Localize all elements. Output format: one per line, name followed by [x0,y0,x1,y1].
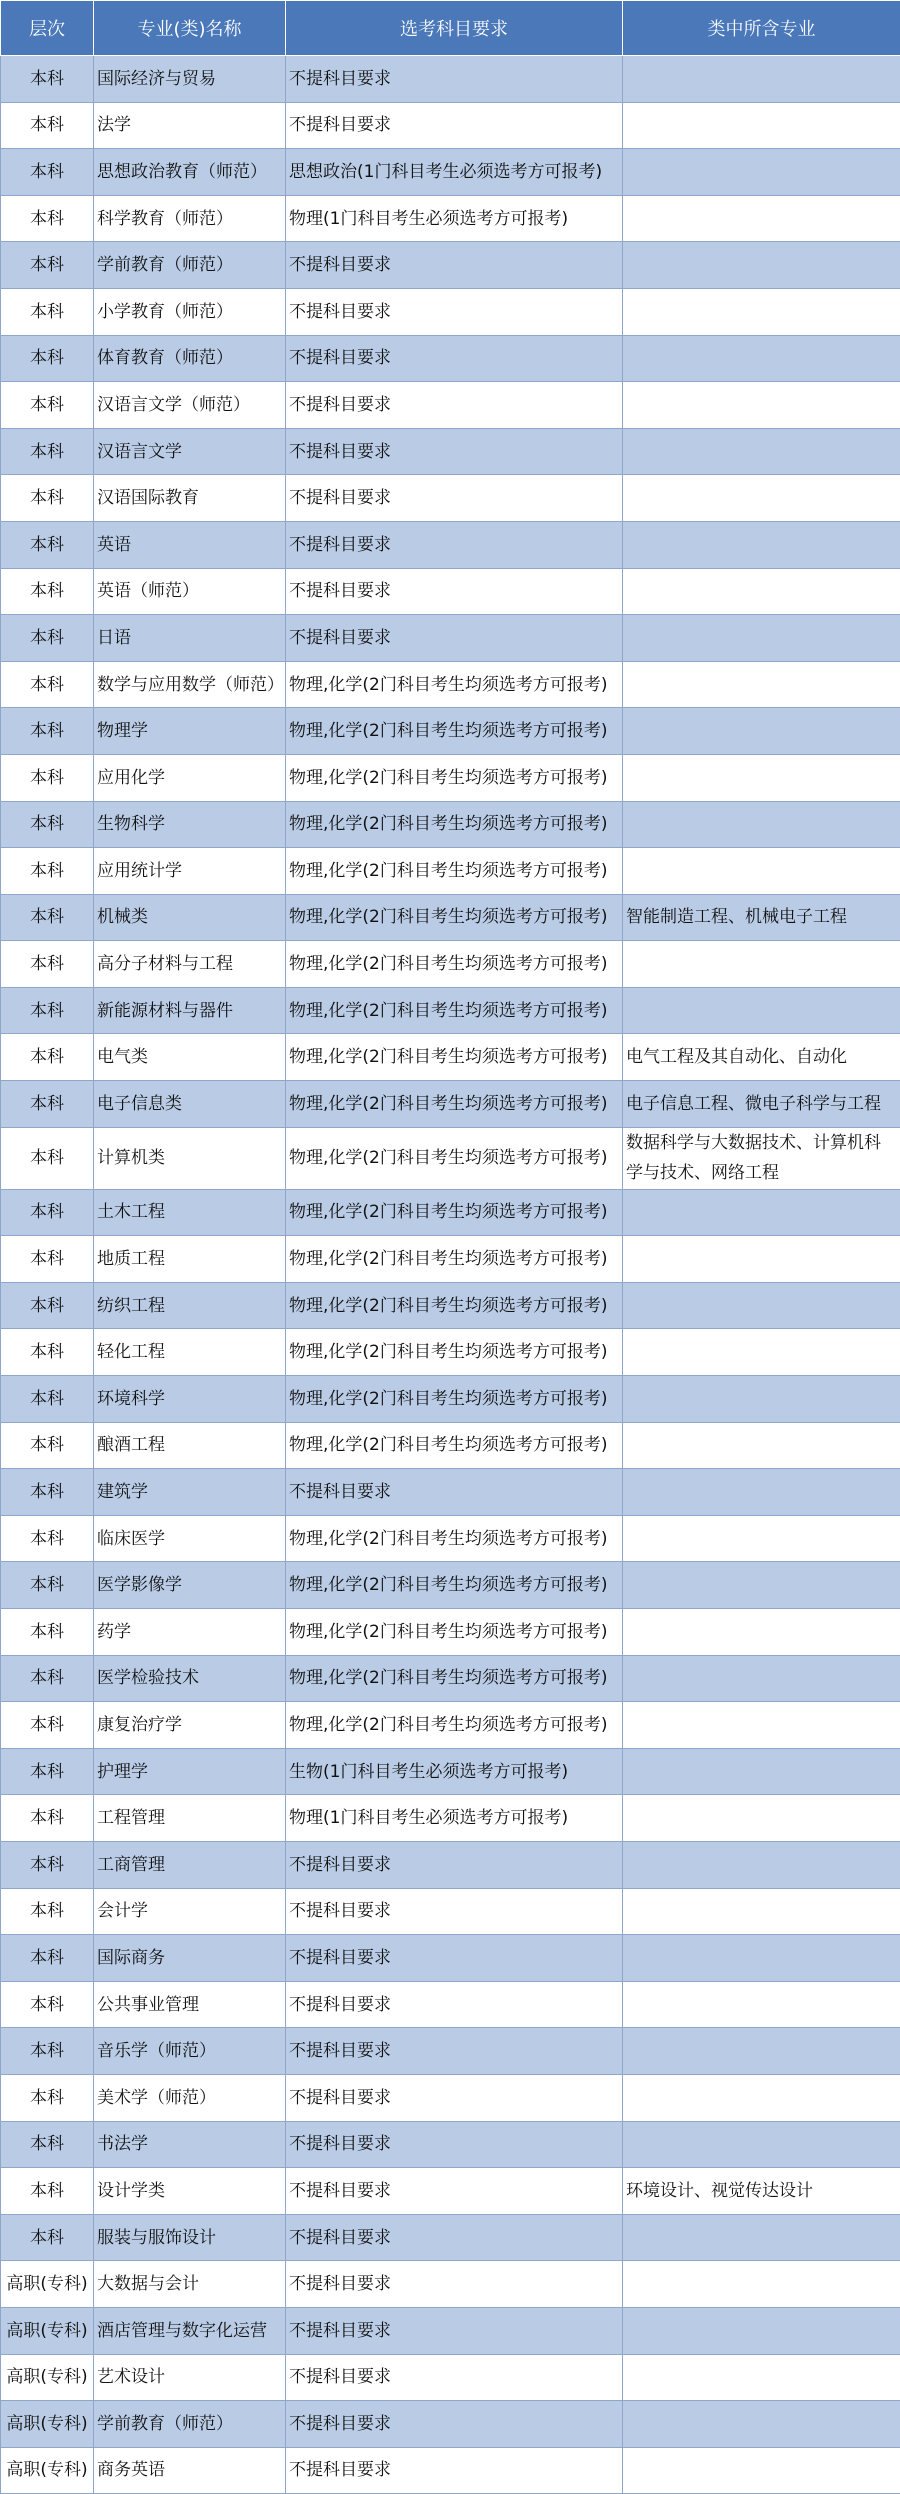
table-row [1,1189,900,1236]
cell-included-majors [623,2261,900,2308]
table-row [1,568,900,615]
cell-included-majors [623,2447,900,2494]
cell-level: 本科 [1,1702,94,1749]
cell-major-name: 小学教育（师范） [94,288,286,335]
cell-subject-requirement: 物理,化学(2门科目考生均须选考方可报考) [286,1034,623,1081]
cell-included-majors [623,2074,900,2121]
cell-included-majors [623,102,900,149]
table-row [1,288,900,335]
table-row [1,1376,900,1423]
cell-included-majors [623,1189,900,1236]
cell-level: 本科 [1,2168,94,2215]
cell-level: 高职(专科) [1,2354,94,2401]
cell-major-name: 纺织工程 [94,1282,286,1329]
cell-included-majors [623,335,900,382]
cell-level: 高职(专科) [1,2447,94,2494]
table-row [1,848,900,895]
table-row [1,335,900,382]
cell-included-majors [623,242,900,289]
cell-major-name: 汉语言文学 [94,428,286,475]
cell-major-name: 公共事业管理 [94,1981,286,2028]
cell-major-name: 轻化工程 [94,1329,286,1376]
cell-included-majors [623,475,900,522]
cell-subject-requirement: 不提科目要求 [286,1841,623,1888]
cell-level: 本科 [1,1081,94,1128]
table-row [1,1081,900,1128]
cell-included-majors [623,1841,900,1888]
cell-included-majors [623,56,900,103]
cell-included-majors [623,1282,900,1329]
cell-major-name: 汉语国际教育 [94,475,286,522]
table-row [1,2354,900,2401]
cell-level: 本科 [1,1795,94,1842]
table-row [1,2214,900,2261]
cell-level: 本科 [1,242,94,289]
cell-level: 本科 [1,521,94,568]
table-row [1,1655,900,1702]
cell-major-name: 土木工程 [94,1189,286,1236]
cell-included-majors [623,801,900,848]
cell-subject-requirement: 不提科目要求 [286,242,623,289]
cell-subject-requirement: 物理,化学(2门科目考生均须选考方可报考) [286,661,623,708]
cell-level: 本科 [1,1376,94,1423]
table-row [1,521,900,568]
cell-subject-requirement: 物理,化学(2门科目考生均须选考方可报考) [286,1081,623,1128]
cell-major-name: 护理学 [94,1748,286,1795]
cell-level: 本科 [1,1655,94,1702]
table-row [1,102,900,149]
cell-included-majors [623,2214,900,2261]
cell-subject-requirement: 物理,化学(2门科目考生均须选考方可报考) [286,1422,623,1469]
cell-level: 本科 [1,2028,94,2075]
table-row [1,2028,900,2075]
cell-level: 高职(专科) [1,2307,94,2354]
cell-level: 本科 [1,941,94,988]
cell-subject-requirement: 物理,化学(2门科目考生均须选考方可报考) [286,801,623,848]
table-row [1,1888,900,1935]
cell-subject-requirement: 不提科目要求 [286,1935,623,1982]
cell-level: 本科 [1,1609,94,1656]
table-row [1,475,900,522]
table-row [1,242,900,289]
cell-level: 本科 [1,615,94,662]
table-row [1,1422,900,1469]
cell-level: 本科 [1,1034,94,1081]
cell-subject-requirement: 物理,化学(2门科目考生均须选考方可报考) [286,894,623,941]
cell-subject-requirement: 物理,化学(2门科目考生均须选考方可报考) [286,1189,623,1236]
cell-level: 本科 [1,1189,94,1236]
cell-included-majors [623,2028,900,2075]
cell-subject-requirement: 不提科目要求 [286,2354,623,2401]
table-row [1,56,900,103]
table-row [1,1981,900,2028]
cell-major-name: 艺术设计 [94,2354,286,2401]
table-row [1,661,900,708]
cell-included-majors [623,1748,900,1795]
cell-included-majors [623,661,900,708]
cell-level: 本科 [1,1236,94,1283]
cell-subject-requirement: 不提科目要求 [286,335,623,382]
cell-included-majors [623,848,900,895]
cell-major-name: 物理学 [94,708,286,755]
cell-subject-requirement: 物理,化学(2门科目考生均须选考方可报考) [286,1702,623,1749]
cell-major-name: 电气类 [94,1034,286,1081]
cell-included-majors [623,1469,900,1516]
cell-major-name: 医学检验技术 [94,1655,286,1702]
cell-level: 本科 [1,1981,94,2028]
cell-major-name: 国际商务 [94,1935,286,1982]
cell-included-majors [623,1329,900,1376]
header-included-majors: 类中所含专业 [623,1,900,56]
cell-included-majors [623,428,900,475]
table-row [1,801,900,848]
cell-subject-requirement: 物理,化学(2门科目考生均须选考方可报考) [286,754,623,801]
cell-included-majors: 环境设计、视觉传达设计 [623,2168,900,2215]
cell-included-majors: 电气工程及其自动化、自动化 [623,1034,900,1081]
cell-subject-requirement: 物理,化学(2门科目考生均须选考方可报考) [286,1236,623,1283]
cell-level: 本科 [1,1888,94,1935]
table-row [1,195,900,242]
cell-included-majors [623,708,900,755]
cell-subject-requirement: 物理,化学(2门科目考生均须选考方可报考) [286,941,623,988]
cell-major-name: 商务英语 [94,2447,286,2494]
header-major-name: 专业(类)名称 [94,1,286,56]
cell-level: 本科 [1,1748,94,1795]
table-row [1,1034,900,1081]
cell-subject-requirement: 不提科目要求 [286,2261,623,2308]
cell-subject-requirement: 思想政治(1门科目考生必须选考方可报考) [286,149,623,196]
cell-included-majors [623,1702,900,1749]
cell-level: 本科 [1,1469,94,1516]
cell-major-name: 音乐学（师范） [94,2028,286,2075]
table-row [1,941,900,988]
cell-major-name: 服装与服饰设计 [94,2214,286,2261]
cell-major-name: 应用统计学 [94,848,286,895]
cell-subject-requirement: 不提科目要求 [286,56,623,103]
cell-subject-requirement: 物理,化学(2门科目考生均须选考方可报考) [286,1376,623,1423]
cell-level: 本科 [1,1329,94,1376]
cell-level: 本科 [1,149,94,196]
cell-included-majors [623,382,900,429]
cell-included-majors: 电子信息工程、微电子科学与工程 [623,1081,900,1128]
cell-subject-requirement: 不提科目要求 [286,2214,623,2261]
cell-subject-requirement: 不提科目要求 [286,2307,623,2354]
cell-level: 本科 [1,288,94,335]
cell-subject-requirement: 物理,化学(2门科目考生均须选考方可报考) [286,1609,623,1656]
cell-major-name: 医学影像学 [94,1562,286,1609]
cell-major-name: 环境科学 [94,1376,286,1423]
cell-included-majors [623,1562,900,1609]
table-row [1,2401,900,2448]
cell-subject-requirement: 物理,化学(2门科目考生均须选考方可报考) [286,708,623,755]
cell-level: 本科 [1,428,94,475]
cell-subject-requirement: 物理,化学(2门科目考生均须选考方可报考) [286,1655,623,1702]
cell-major-name: 临床医学 [94,1515,286,1562]
cell-level: 本科 [1,987,94,1034]
cell-level: 本科 [1,1841,94,1888]
cell-included-majors [623,1935,900,1982]
cell-included-majors [623,521,900,568]
cell-included-majors [623,1422,900,1469]
cell-included-majors [623,2307,900,2354]
cell-major-name: 设计学类 [94,2168,286,2215]
cell-major-name: 书法学 [94,2121,286,2168]
table-row [1,894,900,941]
cell-level: 本科 [1,754,94,801]
cell-major-name: 机械类 [94,894,286,941]
cell-included-majors [623,1609,900,1656]
cell-included-majors [623,195,900,242]
cell-subject-requirement: 物理,化学(2门科目考生均须选考方可报考) [286,848,623,895]
cell-major-name: 学前教育（师范） [94,2401,286,2448]
cell-level: 高职(专科) [1,2401,94,2448]
cell-included-majors [623,2401,900,2448]
cell-subject-requirement: 不提科目要求 [286,521,623,568]
cell-subject-requirement: 不提科目要求 [286,428,623,475]
cell-subject-requirement: 不提科目要求 [286,1981,623,2028]
cell-major-name: 高分子材料与工程 [94,941,286,988]
cell-level: 本科 [1,335,94,382]
cell-level: 本科 [1,568,94,615]
cell-major-name: 体育教育（师范） [94,335,286,382]
cell-included-majors [623,288,900,335]
cell-included-majors [623,615,900,662]
cell-major-name: 建筑学 [94,1469,286,1516]
cell-subject-requirement: 不提科目要求 [286,615,623,662]
cell-major-name: 法学 [94,102,286,149]
header-level: 层次 [1,1,94,56]
cell-level: 本科 [1,1515,94,1562]
table-row [1,987,900,1034]
cell-level: 本科 [1,801,94,848]
table-row [1,2447,900,2494]
cell-level: 本科 [1,195,94,242]
table-row [1,1469,900,1516]
cell-included-majors [623,754,900,801]
cell-subject-requirement: 不提科目要求 [286,1888,623,1935]
cell-level: 本科 [1,475,94,522]
table-row [1,1127,900,1189]
cell-subject-requirement: 不提科目要求 [286,475,623,522]
cell-level: 高职(专科) [1,2261,94,2308]
table-row [1,1562,900,1609]
cell-included-majors [623,149,900,196]
cell-included-majors [623,987,900,1034]
cell-subject-requirement: 不提科目要求 [286,2447,623,2494]
cell-major-name: 工商管理 [94,1841,286,1888]
table-row [1,1748,900,1795]
header-row [1,1,900,56]
cell-major-name: 应用化学 [94,754,286,801]
cell-level: 本科 [1,2074,94,2121]
table-row [1,1282,900,1329]
cell-major-name: 思想政治教育（师范） [94,149,286,196]
cell-major-name: 电子信息类 [94,1081,286,1128]
cell-major-name: 汉语言文学（师范） [94,382,286,429]
cell-level: 本科 [1,848,94,895]
cell-subject-requirement: 不提科目要求 [286,1469,623,1516]
cell-major-name: 数学与应用数学（师范） [94,661,286,708]
cell-subject-requirement: 不提科目要求 [286,2028,623,2075]
cell-level: 本科 [1,661,94,708]
table-row [1,1795,900,1842]
cell-level: 本科 [1,102,94,149]
table-row [1,382,900,429]
cell-subject-requirement: 物理,化学(2门科目考生均须选考方可报考) [286,1282,623,1329]
cell-included-majors [623,1981,900,2028]
header-subject-requirement: 选考科目要求 [286,1,623,56]
cell-major-name: 计算机类 [94,1127,286,1189]
cell-level: 本科 [1,1127,94,1189]
table-row [1,754,900,801]
table-row [1,2168,900,2215]
table-row [1,1935,900,1982]
table-row [1,1515,900,1562]
cell-subject-requirement: 物理(1门科目考生必须选考方可报考) [286,195,623,242]
cell-subject-requirement: 物理,化学(2门科目考生均须选考方可报考) [286,1127,623,1189]
table-row [1,2307,900,2354]
table-row [1,615,900,662]
cell-major-name: 新能源材料与器件 [94,987,286,1034]
table-body [1,56,900,2494]
cell-major-name: 酿酒工程 [94,1422,286,1469]
table-row [1,1702,900,1749]
cell-major-name: 英语（师范） [94,568,286,615]
cell-included-majors [623,1655,900,1702]
cell-major-name: 会计学 [94,1888,286,1935]
cell-major-name: 工程管理 [94,1795,286,1842]
cell-subject-requirement: 不提科目要求 [286,2168,623,2215]
cell-subject-requirement: 不提科目要求 [286,568,623,615]
cell-level: 本科 [1,2214,94,2261]
table-row [1,1609,900,1656]
cell-major-name: 地质工程 [94,1236,286,1283]
cell-level: 本科 [1,708,94,755]
cell-level: 本科 [1,1422,94,1469]
cell-subject-requirement: 不提科目要求 [286,2121,623,2168]
table-row [1,2121,900,2168]
table-row [1,1329,900,1376]
cell-subject-requirement: 生物(1门科目考生必须选考方可报考) [286,1748,623,1795]
table-row [1,149,900,196]
table-row [1,2074,900,2121]
cell-level: 本科 [1,1282,94,1329]
cell-included-majors [623,941,900,988]
cell-included-majors [623,1888,900,1935]
cell-level: 本科 [1,56,94,103]
cell-level: 本科 [1,382,94,429]
cell-subject-requirement: 不提科目要求 [286,102,623,149]
cell-subject-requirement: 不提科目要求 [286,2074,623,2121]
cell-major-name: 康复治疗学 [94,1702,286,1749]
cell-included-majors [623,1515,900,1562]
cell-included-majors [623,2354,900,2401]
cell-major-name: 药学 [94,1609,286,1656]
cell-major-name: 生物科学 [94,801,286,848]
cell-included-majors [623,1795,900,1842]
cell-included-majors [623,1376,900,1423]
cell-subject-requirement: 物理,化学(2门科目考生均须选考方可报考) [286,1329,623,1376]
table-row [1,428,900,475]
table-row [1,2261,900,2308]
table-row [1,708,900,755]
cell-included-majors [623,2121,900,2168]
cell-included-majors [623,568,900,615]
table-row [1,1841,900,1888]
cell-subject-requirement: 物理,化学(2门科目考生均须选考方可报考) [286,987,623,1034]
cell-level: 本科 [1,1562,94,1609]
cell-major-name: 科学教育（师范） [94,195,286,242]
cell-included-majors: 数据科学与大数据技术、计算机科学与技术、网络工程 [623,1127,900,1189]
cell-subject-requirement: 物理(1门科目考生必须选考方可报考) [286,1795,623,1842]
cell-major-name: 国际经济与贸易 [94,56,286,103]
table-row [1,1236,900,1283]
cell-subject-requirement: 不提科目要求 [286,382,623,429]
cell-major-name: 学前教育（师范） [94,242,286,289]
cell-major-name: 大数据与会计 [94,2261,286,2308]
cell-subject-requirement: 不提科目要求 [286,288,623,335]
cell-major-name: 英语 [94,521,286,568]
cell-level: 本科 [1,1935,94,1982]
cell-included-majors: 智能制造工程、机械电子工程 [623,894,900,941]
cell-level: 本科 [1,894,94,941]
cell-subject-requirement: 物理,化学(2门科目考生均须选考方可报考) [286,1515,623,1562]
cell-major-name: 日语 [94,615,286,662]
cell-subject-requirement: 不提科目要求 [286,2401,623,2448]
cell-subject-requirement: 物理,化学(2门科目考生均须选考方可报考) [286,1562,623,1609]
cell-level: 本科 [1,2121,94,2168]
cell-major-name: 美术学（师范） [94,2074,286,2121]
cell-major-name: 酒店管理与数字化运营 [94,2307,286,2354]
cell-included-majors [623,1236,900,1283]
